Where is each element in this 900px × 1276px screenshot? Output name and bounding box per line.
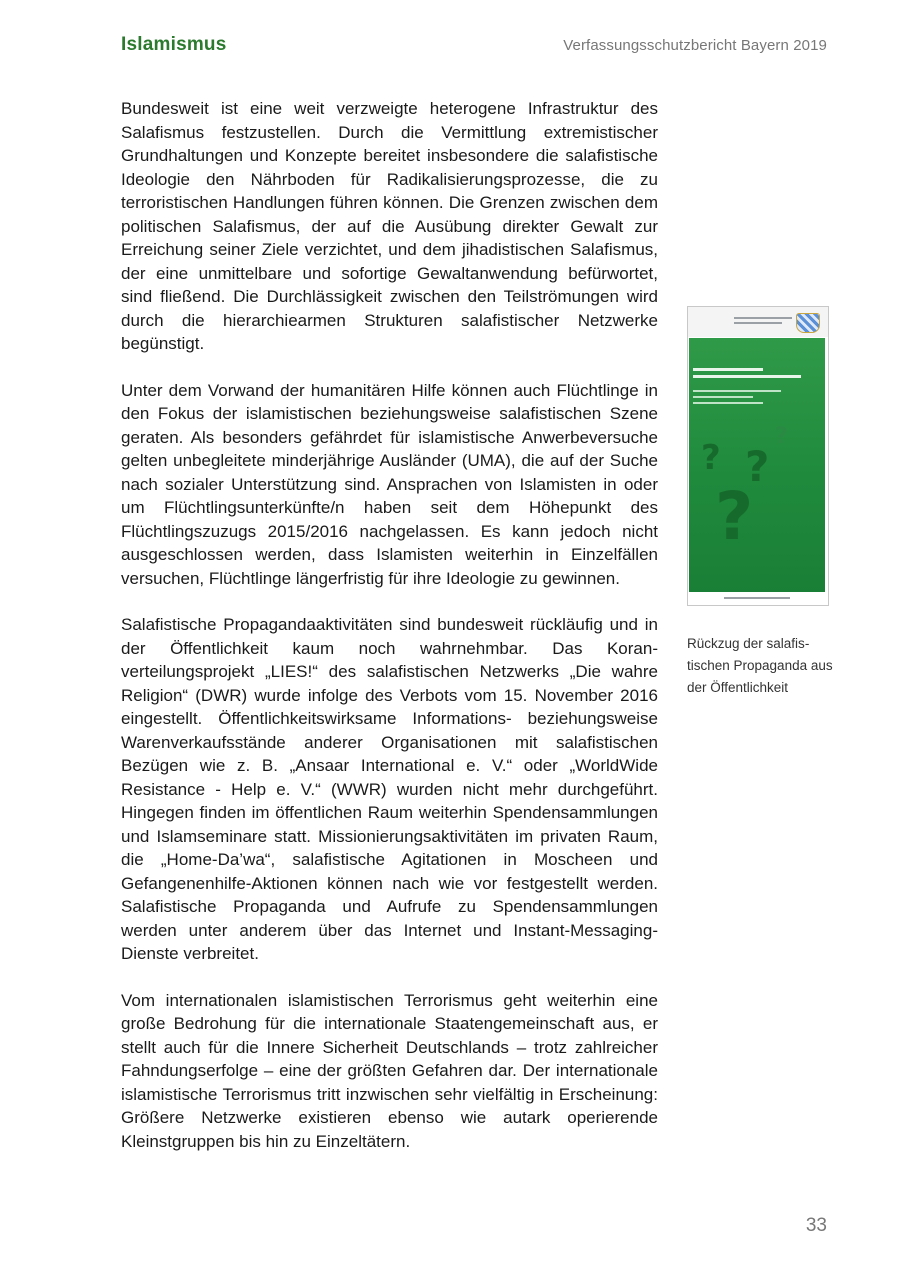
page-number: 33 xyxy=(805,1215,827,1236)
question-mark-icon: ? xyxy=(745,442,770,491)
cover-title-lines xyxy=(693,368,803,382)
main-text xyxy=(121,97,658,1176)
question-mark-icon: ? xyxy=(775,424,788,449)
question-mark-icon: ? xyxy=(715,478,754,555)
section-title: Islamismus xyxy=(121,34,227,55)
paragraph: Vom internationalen islamistischen Terrorismus geht weiterhin eine große Bedrohung für die internationale Staatengemeinschaft aus, er stellt auch für die Innere Sicherheit Deutschlands – trotz zahlreicher Fahndungserfolge – eine der größten Gefahren dar. Der internationale islamistische Terrorismus tritt inzwischen sehr vielfältig in Erscheinung: Größere Netzwerke existieren ebenso wie autark operierende Kleinstgruppen bis hin zu Einzeltätern. xyxy=(121,990,658,1151)
brochure-green-cover xyxy=(689,338,825,592)
brochure-url-line xyxy=(724,597,790,599)
cover-subtitle-lines xyxy=(693,390,783,408)
brochure-cover-image xyxy=(687,306,829,606)
publication-title: Verfassungsschutzbericht Bayern 2019 xyxy=(563,37,827,54)
paragraph: Salafistische Propagandaaktivitäten sind bundesweit rückläufig und in der Öffentlichkeit kaum noch wahrnehmbar. Das Koranverteilungsprojekt „LIES!“ des salafistischen Netzwerks „Die wahre Religion“ (DWR) wurde infolge des Verbots vom 15. November 2016 eingestellt. Öffentlichkeitswirksame Informations- beziehungsweise Warenverkaufsstände anderer Organisationen mit salafistischen Bezügen wie z. B. „Ansaar International e. V.“ oder „WorldWide Resistance - Help e. V.“ (WWR) wurden nicht mehr durchgeführt. Hingegen finden im öffentlichen Raum weiterhin Spendensammlungen und Islamseminare statt. Missionierungsaktivitäten im privaten Raum, die „Home-Da’wa“, salafistische Agitationen in Moscheen und Gefangenenhilfe-Aktionen können nach wie vor festgestellt werden. Salafistische Propaganda und Aufrufe zu Spendensammlungen werden unter anderem über das Internet und Instant-Messaging-Dienste verbreitet. xyxy=(121,615,658,963)
image-caption: Rückzug der salafistischen Propaganda aus der Öffentlichkeit xyxy=(687,636,833,695)
publisher-text-lines xyxy=(734,317,792,327)
paragraph: Bundesweit ist eine weit verzweigte heterogene Infrastruktur des Salafismus festzustellen. Durch die Vermittlung extremistischer Grundhaltungen und Konzepte bereitet insbesondere die salafistische Ideologie den Nährboden für Radikalisierungsprozesse, die zu terroristischen Handlungen führen können. Die Grenzen zwischen dem politischen Salafismus, der auf die Ausübung direkter Gewalt zur Erreichung seiner Ziele verzichtet, und dem jihadistischen Salafismus, der eine unmittelbare und sofortige Gewaltanwendung befürwortet, sind fließend. Die Durchlässigkeit zwischen den Teilströmungen wird durch die hierarchiearmen Strukturen salafistischer Netzwerke begünstigt. xyxy=(121,99,658,353)
paragraph: Unter dem Vorwand der humanitären Hilfe können auch Flüchtlinge in den Fokus der islamistischen beziehungsweise salafistischen Szene geraten. Als besonders gefährdet für islamistische Anwerbeversuche gelten unbegleitete minderjährige Ausländer (UMA), die auf der Suche nach sozialer Unterstützung sind. Ansprachen von Islamisten in oder um Flüchtlingsunterkünfte/n haben seit dem Höhepunkt des Flüchtlingszuzugs 2015/2016 nachgelassen. Es kann jedoch nicht ausgeschlossen werden, dass Islamisten weiterhin in Einzelfällen versuchen, Flüchtlinge längerfristig für ihre Ideologie zu gewinnen. xyxy=(121,380,658,588)
coat-of-arms-icon xyxy=(796,313,820,333)
question-mark-icon: ? xyxy=(701,438,721,478)
